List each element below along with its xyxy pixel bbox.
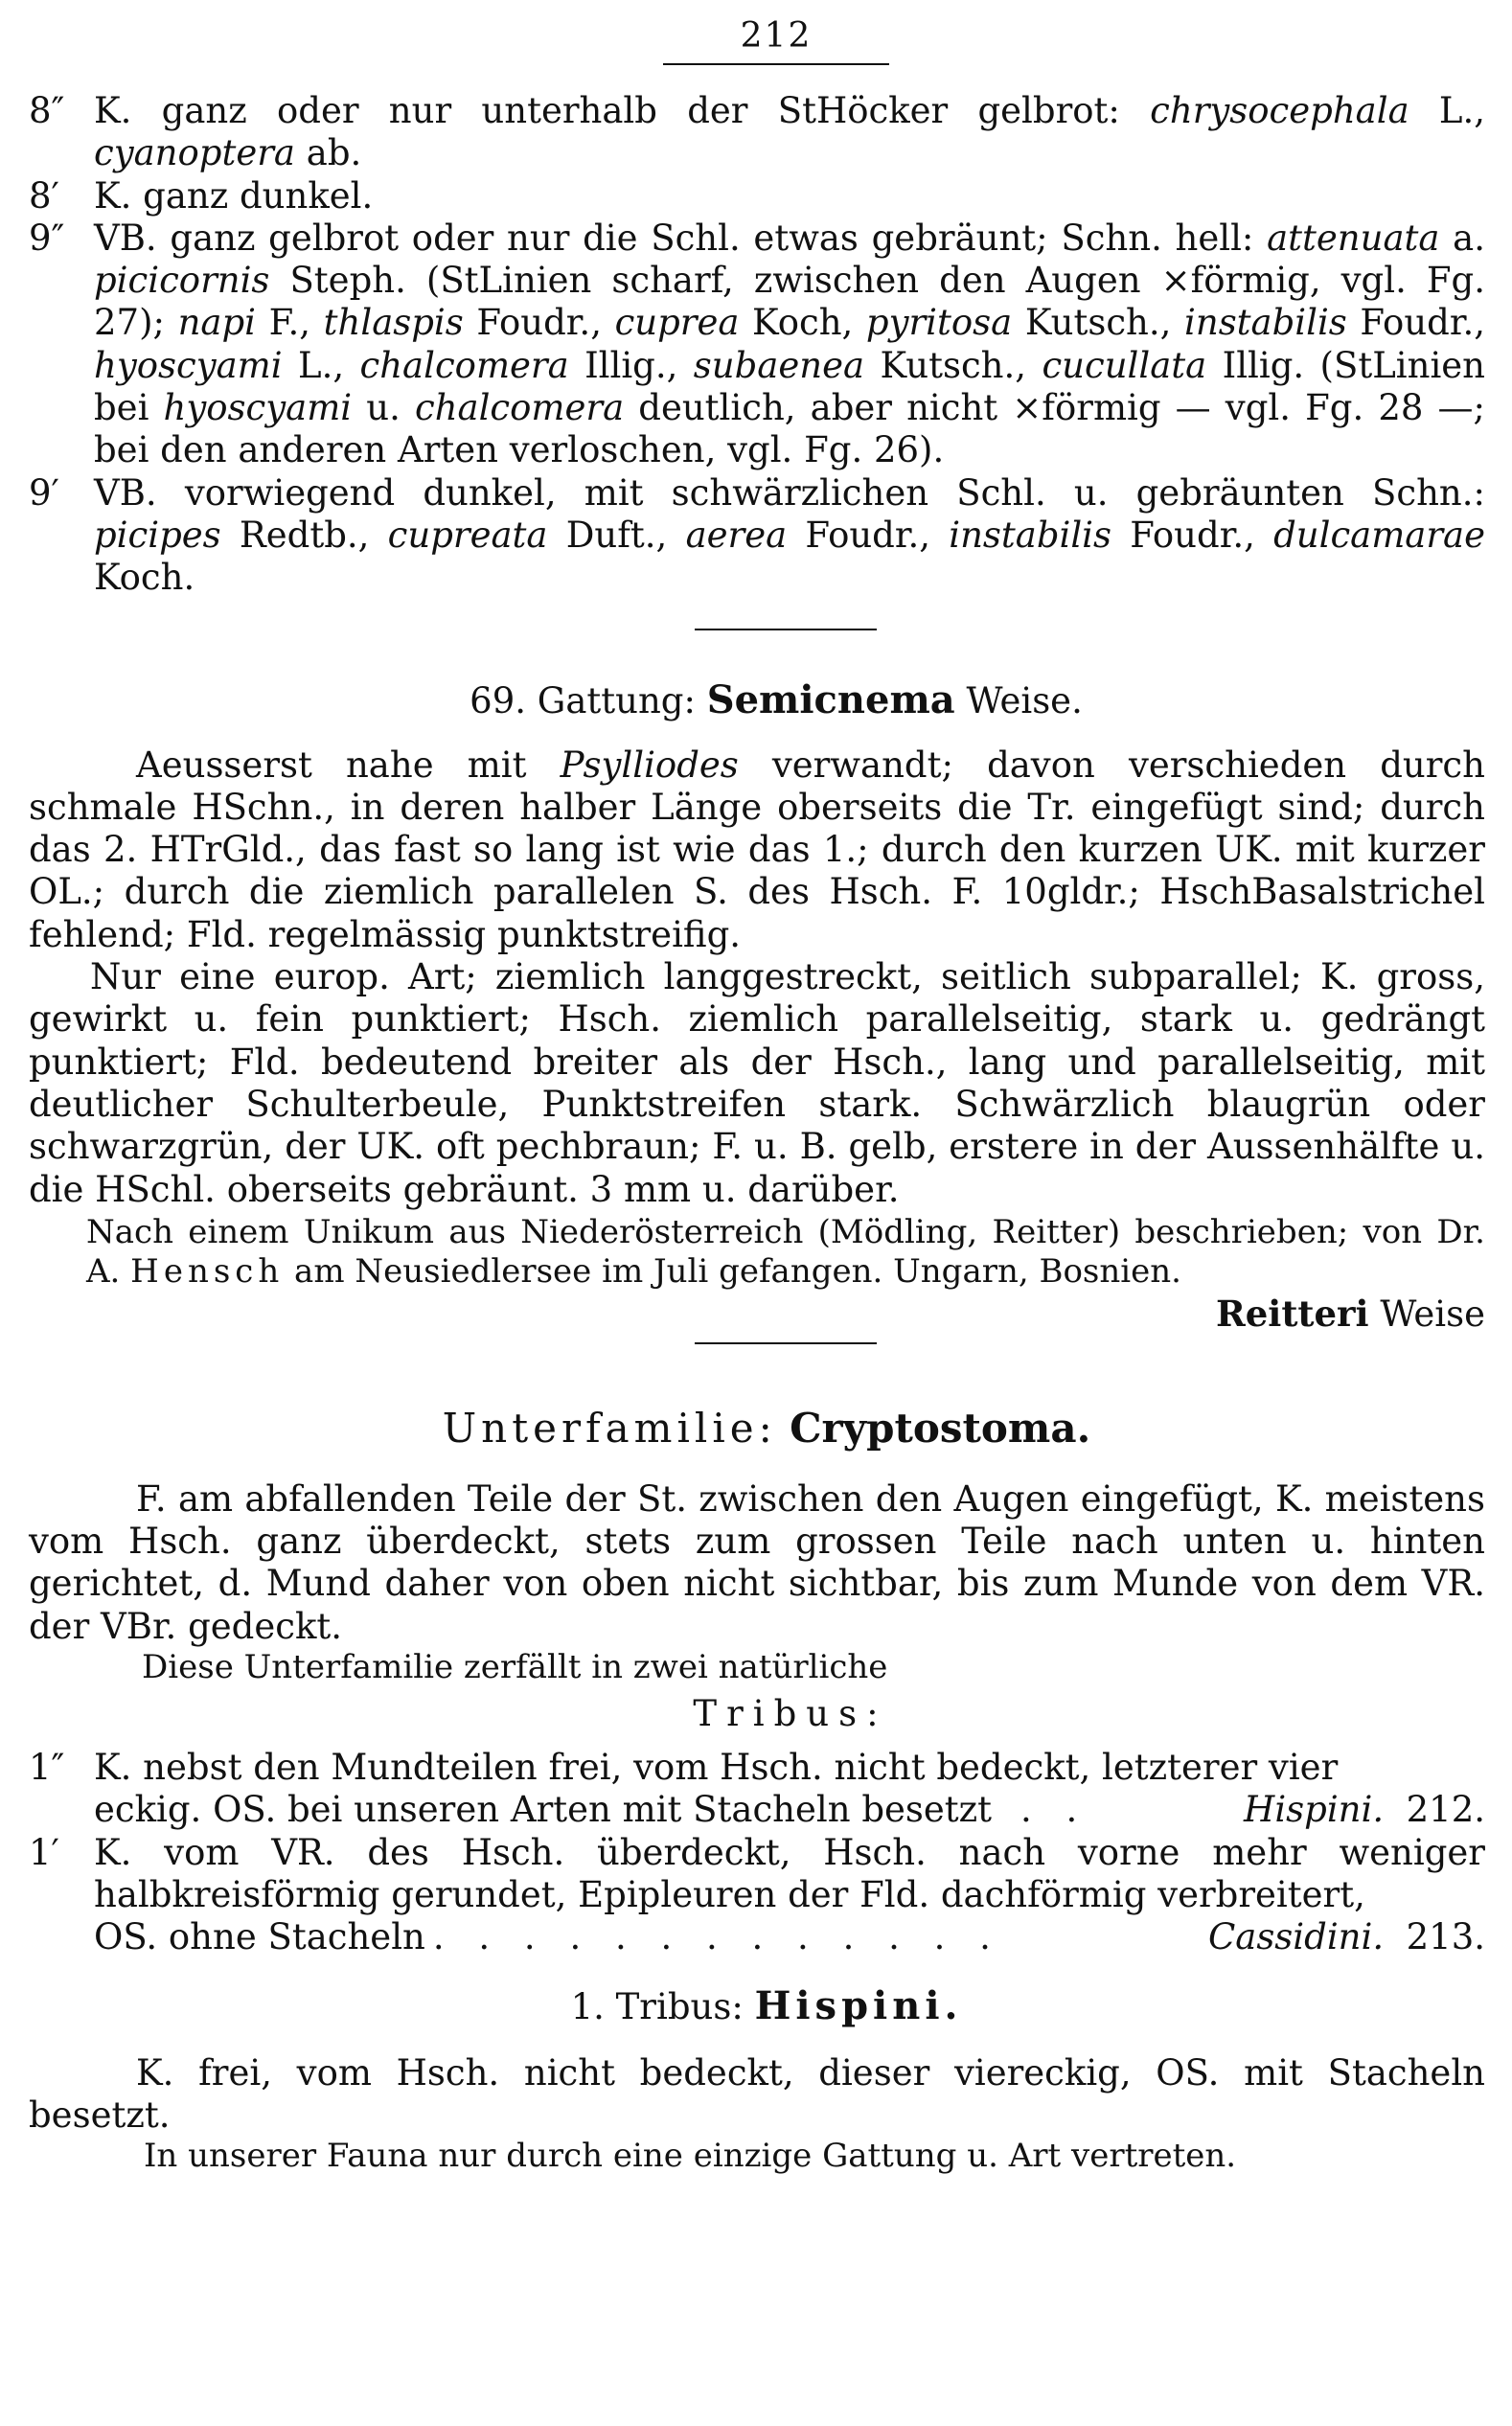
taxon-name: cucullata xyxy=(1042,344,1207,386)
genus-number: 69. Gattung: xyxy=(470,679,696,721)
taxon-name: cyanoptera xyxy=(94,132,295,174)
text-run: verwandt; davon verschieden durch schmale HSchn., in deren halber Länge oberseits die Tr. eingefügt sind; durch das 2. HTrGld., das fast so lang ist wie das 1.; durch den kurzen UK. mit kurzer OL.; durch die ziemlich parallelen S. des Hsch. F. 10gldr.; HschBasalstrichel fehlend; Fld. regelmässig punktstreifig. xyxy=(29,744,1485,955)
text-run: Foudr., xyxy=(463,302,615,344)
text-run: Koch, xyxy=(739,302,866,344)
text-run: deutlich, aber nicht ×förmig — vgl. Fg. 28 —; bei den anderen Arten verloschen, vgl. Fg. 26). xyxy=(94,387,1485,471)
text-run: Duft., xyxy=(547,514,686,556)
taxon-name: chrysocephala xyxy=(1150,90,1409,131)
text-run: a. xyxy=(1439,217,1485,259)
key-target xyxy=(1208,1916,1485,1958)
species-author: Weise xyxy=(1380,1293,1485,1335)
taxon-name: dulcamarae xyxy=(1273,514,1486,556)
text-run: F., xyxy=(256,302,324,344)
key-line-leader xyxy=(94,1789,1485,1831)
taxon-name: Psylliodes xyxy=(560,744,739,786)
text-run: Illig., xyxy=(568,344,694,386)
taxon-name: cuprea xyxy=(614,302,740,344)
taxon-name: pyritosa xyxy=(865,302,1013,344)
subfamily-description: F. am abfallenden Teile der St. zwischen den Augen eingefügt, K. meistens vom Hsch. ganz überdeckt, stets zum grossen Teile nach unten u. hinten gerichtet, d. Mund daher von oben nicht sichtbar, bis zum Munde von dem VR. der VBr. gedeckt. xyxy=(29,1477,1485,1647)
taxon-name: picicornis xyxy=(94,260,270,302)
collector-name: Hensch xyxy=(130,1251,285,1291)
genus-note-text-1: Nach einem Unikum aus Niederösterreich (Mödling, Reitter) beschrieben; von Dr. A. xyxy=(86,1212,1485,1291)
key-continuation xyxy=(29,90,1485,600)
text-run: u. xyxy=(352,387,415,429)
genus-description xyxy=(29,744,1485,956)
taxon-name: aerea xyxy=(685,514,788,556)
text-run: Illig. (StLinien bei xyxy=(94,344,1485,429)
key-entry xyxy=(29,175,1485,217)
tribe-description: K. frei, vom Hsch. nicht bedeckt, dieser viereckig, OS. mit Stacheln besetzt. xyxy=(29,2051,1485,2136)
key-target-page: 213. xyxy=(1406,1916,1485,1958)
header-rule xyxy=(663,63,889,65)
tribus-key xyxy=(29,1747,1485,1958)
tribus-label: Tribus: xyxy=(693,1693,888,1735)
key-text-end: eckig. OS. bei unseren Arten mit Stacheln besetzt xyxy=(94,1789,993,1831)
key-text: K. nebst den Mundteilen frei, vom Hsch. nicht bedeckt, letzterer vier xyxy=(94,1747,1339,1789)
taxon-name: chalcomera xyxy=(359,344,569,386)
subfamily-name: Cryptostoma. xyxy=(790,1404,1091,1452)
text-run: Kutsch., xyxy=(1012,302,1185,344)
genus-note xyxy=(29,1213,1485,1292)
taxon-name: thlaspis xyxy=(323,302,464,344)
taxon-name: instabilis xyxy=(949,514,1112,556)
taxon-name: picipes xyxy=(94,514,221,556)
key-target-name: Hispini. xyxy=(1244,1789,1385,1831)
subfamily-note: Diese Unterfamilie zerfällt in zwei natürliche xyxy=(142,1648,888,1687)
key-target-name: Cassidini. xyxy=(1207,1916,1385,1958)
text-run: Aeusserst nahe mit xyxy=(136,744,561,786)
key-entry xyxy=(29,472,1485,600)
key-entry xyxy=(29,217,1485,472)
text-run: L., xyxy=(282,344,360,386)
text-run: Koch. xyxy=(94,557,195,599)
text-run: K. ganz dunkel. xyxy=(94,174,374,217)
taxon-name: napi xyxy=(177,302,257,344)
key-number: 1″ xyxy=(29,1747,65,1789)
species-line xyxy=(29,1292,1485,1337)
tribe-number: 1. Tribus: xyxy=(570,1985,744,2027)
genus-heading xyxy=(67,678,1485,723)
key-number: 1′ xyxy=(29,1831,59,1873)
section-divider xyxy=(695,629,877,630)
taxon-name: attenuata xyxy=(1267,217,1440,259)
subfamily-label: Unterfamilie: xyxy=(442,1404,777,1452)
text-run: VB. vorwiegend dunkel, mit schwärzlichen Schl. u. gebräunten Schn.: xyxy=(94,471,1485,514)
tribe-heading xyxy=(48,1984,1485,2029)
text-run: Redtb., xyxy=(220,514,388,556)
text-run: K. ganz oder nur unterhalb der StHöcker gelbrot: xyxy=(94,90,1151,131)
leader-dots: . . xyxy=(1020,1789,1089,1831)
taxon-name: subaenea xyxy=(693,344,865,386)
text-run: L., xyxy=(1409,90,1485,131)
genus-species-description: Nur eine europ. Art; ziemlich langgestreckt, seitlich subparallel; K. gross, gewirkt u. fein punktiert; Hsch. ziemlich parallelseitig, stark u. gedrängt punktiert; Fld. bedeutend breiter als der Hsch., lang und parallelseitig, mit deutlicher Schulterbeule, Punktstreifen stark. Schwärzlich blaugrün oder schwarzgrün, der UK. oft pechbraun; F. u. B. gelb, erstere in der Aussenhälfte u. die HSchl. oberseits gebräunt. 3 mm u. darüber. xyxy=(29,956,1485,1210)
key-line-leader xyxy=(94,1916,1485,1958)
key-number: 9″ xyxy=(29,217,65,259)
key-number: 8″ xyxy=(29,90,65,131)
taxon-name: cupreata xyxy=(387,514,548,556)
text-run: Foudr., xyxy=(787,514,950,556)
key-target xyxy=(1244,1789,1485,1831)
key-number: 8′ xyxy=(29,174,59,217)
key-text: K. vom VR. des Hsch. überdeckt, Hsch. nach vorne mehr weniger halbkreisförmig gerundet, Epipleuren der Fld. dachförmig verbreitert, xyxy=(94,1831,1485,1915)
text-run: Foudr., xyxy=(1346,302,1485,344)
tribe-name: Hispini. xyxy=(754,1982,963,2028)
leader-dots: . . . . . . . . . . . . . xyxy=(432,1916,1002,1958)
taxon-name: chalcomera xyxy=(414,387,625,429)
key-entry xyxy=(29,90,1485,175)
tribe-note: In unserer Fauna nur durch eine einzige Gattung u. Art vertreten. xyxy=(144,2137,1237,2176)
genus-name: Semicnema xyxy=(706,676,955,722)
key-number: 9′ xyxy=(29,471,59,514)
key-target-page: 212. xyxy=(1406,1789,1485,1831)
text-run: Foudr., xyxy=(1111,514,1274,556)
text-run: ab. xyxy=(295,132,362,174)
text-run: VB. ganz gelbrot oder nur die Schl. etwas gebräunt; Schn. hell: xyxy=(94,217,1268,259)
section-divider-2 xyxy=(695,1342,877,1344)
text-run: Steph. (StLinien scharf, zwischen den Augen ×förmig, vgl. Fg. 27); xyxy=(94,260,1485,344)
text-run: Kutsch., xyxy=(864,344,1042,386)
taxon-name: instabilis xyxy=(1184,302,1347,344)
species-name: Reitteri xyxy=(1215,1292,1369,1335)
key-text-end: OS. ohne Stacheln xyxy=(94,1916,425,1958)
genus-note-text-2: am Neusiedlersee im Juli gefangen. Ungarn, Bosnien. xyxy=(284,1251,1181,1291)
page-number: 212 xyxy=(740,16,813,56)
taxon-name: hyoscyami xyxy=(163,387,353,429)
genus-author: Weise. xyxy=(966,679,1083,721)
tribus-key-entry-1 xyxy=(29,1747,1485,1832)
taxon-name: hyoscyami xyxy=(94,344,283,386)
tribus-key-entry-2 xyxy=(29,1832,1485,1959)
subfamily-heading xyxy=(48,1404,1485,1453)
